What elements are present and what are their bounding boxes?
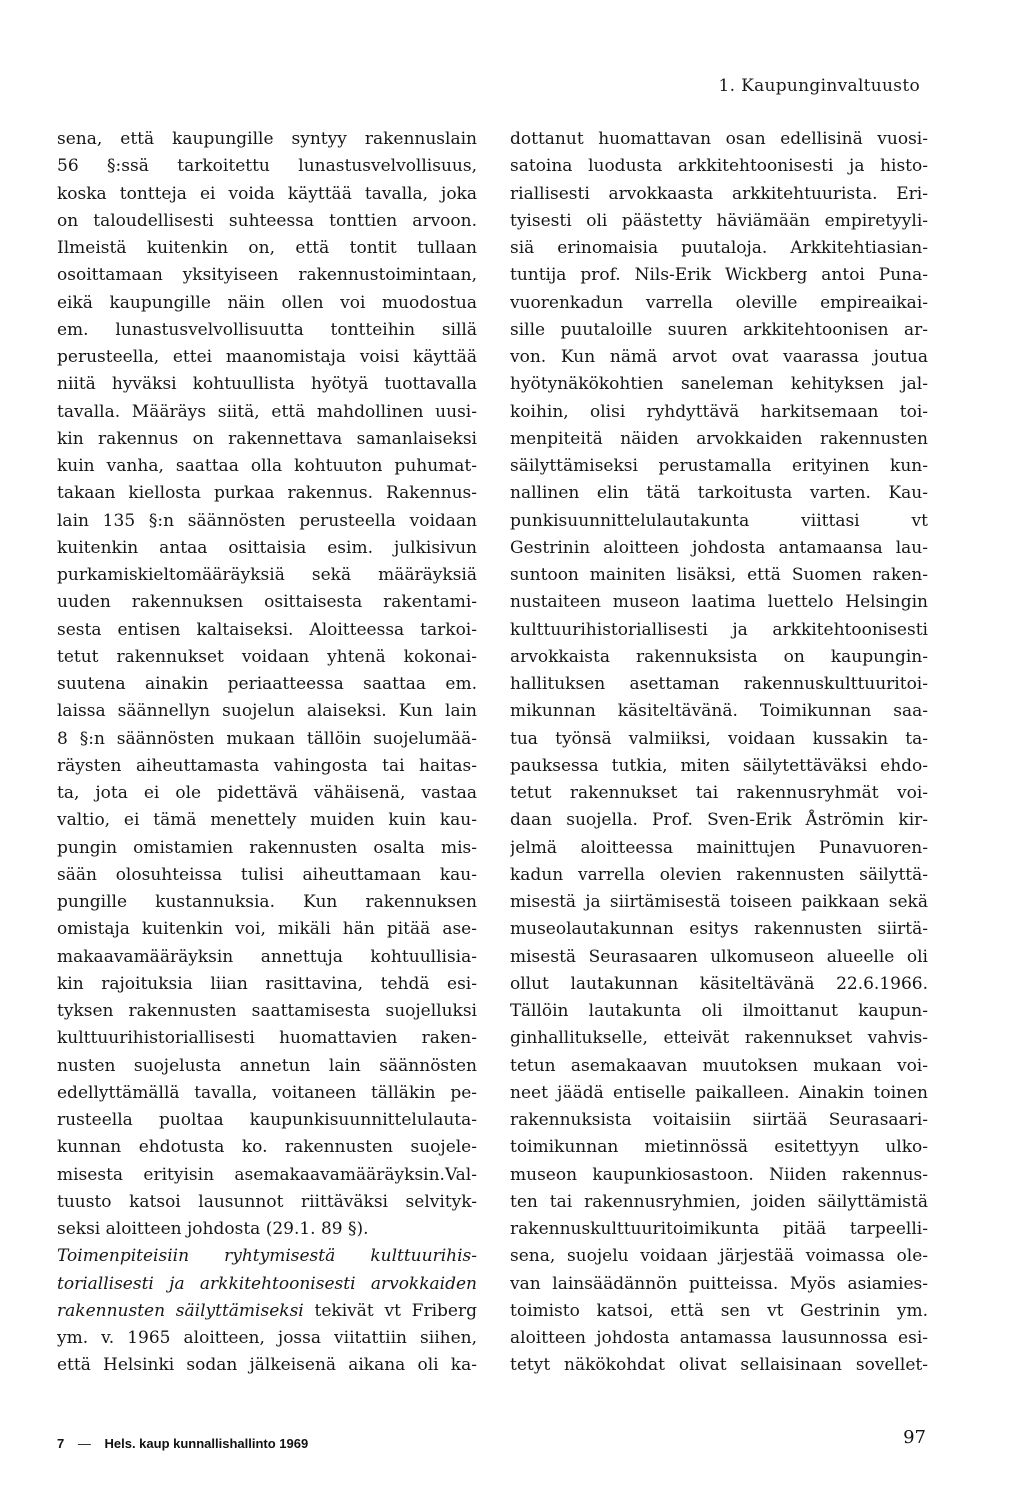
- text-line: sille puutaloille suuren arkkitehtoonisen ar-: [510, 319, 928, 340]
- text-line: tua työnsä valmiiksi, voidaan kussakin ta-: [510, 728, 928, 749]
- text-line: Gestrinin aloitteen johdosta antamaansa lau-: [510, 537, 928, 558]
- text-line: van lainsäädännön puitteissa. Myös asiamies-: [510, 1273, 928, 1294]
- text-line: kuin vanha, saattaa olla kohtuuton puhumat-: [57, 456, 477, 476]
- text-line: eikä kaupungille näin ollen voi muodostua: [57, 292, 477, 313]
- text-line: osoittamaan yksityiseen rakennustoimintaan,: [57, 265, 477, 286]
- text-line: vuorenkadun varrella oleville empireaikai-: [510, 292, 928, 313]
- text-line: museolautakunnan esitys rakennusten siirtä-: [510, 919, 928, 940]
- text-line: toimisto katsoi, että sen vt Gestrinin ym.: [510, 1300, 928, 1321]
- text-line: Ilmeistä kuitenkin on, että tontit tullaan: [57, 238, 477, 258]
- footer-separator: —: [77, 1436, 91, 1451]
- text-line: nustaiteen museon laatima luettelo Helsingin: [510, 592, 928, 613]
- text-line: koska tontteja ei voida käyttää tavalla, joka: [57, 183, 477, 204]
- text-line: 56 §:ssä tarkoitettu lunastusvelvollisuus,: [57, 156, 477, 177]
- text-line: satoina luodusta arkkitehtoonisesti ja histo-: [510, 156, 928, 177]
- text-line: pungille kustannuksia. Kun rakennuksen: [57, 892, 477, 912]
- text-line: von. Kun nämä arvot ovat vaarassa joutua: [510, 347, 928, 367]
- text-line: tyksen rakennusten saattamisesta suojelluksi: [57, 1001, 477, 1021]
- text-line: misesta erityisin asemakaavamääräyksin.Val-: [57, 1164, 477, 1185]
- text-line: menpiteitä näiden arvokkaiden rakennusten: [510, 428, 928, 449]
- text-line: em. lunastusvelvollisuutta tontteihin sillä: [57, 319, 477, 340]
- text-line: tuntija prof. Nils-Erik Wickberg antoi Puna-: [510, 265, 928, 286]
- text-line: ginhallitukselle, etteivät rakennukset vahvis-: [510, 1028, 928, 1049]
- text-line: ym. v. 1965 aloitteen, jossa viitattiin siihen,: [57, 1328, 477, 1348]
- text-line: pauksessa tutkia, miten säilytettäväksi ehdo-: [510, 755, 928, 776]
- text-line: riallisesti arvokkaasta arkkitehtuurista. Eri-: [510, 183, 928, 204]
- text-line: [57, 1298, 477, 1325]
- text-line: valtio, ei tämä menettely muiden kuin kau-: [57, 810, 477, 831]
- text-line: seksi aloitteen johdosta (29.1. 89 §).: [57, 1219, 369, 1239]
- text-line: kuitenkin antaa osittaisia esim. julkisivun: [57, 537, 477, 558]
- text-line: Toimenpiteisiin ryhtymisestä kulttuurihis-: [57, 1246, 477, 1267]
- text-line: kunnan ehdotusta ko. rakennusten suojele-: [57, 1137, 477, 1158]
- footer-publication-line: [57, 1436, 308, 1451]
- text-line: sena, että kaupungille syntyy rakennuslain: [57, 129, 477, 149]
- text-line: neet jäädä entiselle paikalleen. Ainakin toinen: [510, 1082, 928, 1103]
- text-line: että Helsinki sodan jälkeisenä aikana oli ka-: [57, 1355, 477, 1376]
- text-line: rakennuskulttuuritoimikunta pitää tarpeelli-: [510, 1219, 928, 1239]
- sheet-number: 7: [57, 1436, 65, 1451]
- text-line: pungin omistamien rakennusten osalta mis-: [57, 837, 477, 858]
- text-line: purkamiskieltomääräyksiä sekä määräyksiä: [57, 565, 477, 585]
- text-line: omistaja kuitenkin voi, mikäli hän pitää ase-: [57, 919, 477, 940]
- text-line: arvokkaista rakennuksista on kaupungin-: [510, 646, 928, 667]
- text-line: lain 135 §:n säännösten perusteella voidaan: [57, 510, 477, 531]
- text-line: niitä hyväksi kohtuullista hyötyä tuottavalla: [57, 374, 477, 395]
- text-line: siä erinomaisia puutaloja. Arkkitehtiasian-: [510, 238, 928, 258]
- text-line: suutena ainakin periaatteessa saattaa em.: [57, 674, 477, 694]
- text-line: säilyttämiseksi perustamalla erityinen kun-: [510, 456, 928, 476]
- text-line: 8 §:n säännösten mukaan tällöin suojelumää-: [57, 728, 477, 749]
- text-line: rakennuksista voitaisiin siirtää Seurasaari-: [510, 1110, 928, 1130]
- text-line: uuden rakennuksen osittaisesta rakentami-: [57, 592, 477, 613]
- text-line: nusten suojelusta annetun lain säännösten: [57, 1055, 477, 1076]
- text-line: ollut lautakunnan käsiteltävänä 22.6.1966.: [510, 973, 928, 994]
- text-line: sesta entisen kaltaiseksi. Aloitteessa tarkoi-: [57, 619, 477, 640]
- text-line: kin rakennus on rakennettava samanlaiseksi: [57, 428, 477, 449]
- text-line: tetun asemakaavan muutoksen mukaan voi-: [510, 1055, 928, 1076]
- text-line: misestä ja siirtämisestä toiseen paikkaan sekä: [510, 892, 928, 912]
- regular-text: tekivät vt Friberg: [303, 1300, 477, 1321]
- text-line: rusteella puoltaa kaupunkisuunnittelulauta-: [57, 1110, 477, 1130]
- text-line: daan suojella. Prof. Sven-Erik Åströmin kir-: [510, 810, 928, 831]
- text-line: sään olosuhteissa tulisi aiheuttamaan kau-: [57, 864, 477, 885]
- text-line: edellyttämällä tavalla, voitaneen tälläkin pe-: [57, 1082, 477, 1103]
- text-line: tetut rakennukset voidaan yhtenä kokonai-: [57, 646, 477, 667]
- text-line: kulttuurihistoriallisesti ja arkkitehtoonisesti: [510, 619, 928, 640]
- text-line: ta, jota ei ole pidettävä vähäisenä, vastaa: [57, 783, 477, 803]
- text-line: tuusto katsoi lausunnot riittäväksi selvityk-: [57, 1191, 477, 1212]
- right-text-column: [510, 126, 928, 1380]
- text-line: perusteella, ettei maanomistaja voisi käyttää: [57, 347, 477, 367]
- text-line: museon kaupunkiosastoon. Niiden rakennus-: [510, 1164, 928, 1185]
- running-header: 1. Kaupunginvaltuusto: [718, 76, 920, 96]
- text-line: misestä Seurasaaren ulkomuseon alueelle oli: [510, 946, 928, 967]
- text-line: aloitteen johdosta antamassa lausunnossa esi-: [510, 1328, 928, 1348]
- text-line: tetyt näkökohdat olivat sellaisinaan sovellet-: [510, 1355, 928, 1376]
- text-line: on taloudellisesti suhteessa tonttien arvoon.: [57, 210, 477, 231]
- text-line: kadun varrella olevien rakennusten säilyttä-: [510, 864, 928, 885]
- text-line: koihin, olisi ryhdyttävä harkitsemaan toi-: [510, 401, 928, 422]
- text-line: jelmä aloitteessa mainittujen Punavuoren-: [510, 837, 928, 858]
- text-line: Tällöin lautakunta oli ilmoittanut kaupun-: [510, 1001, 928, 1021]
- left-text-column: [57, 126, 477, 1380]
- text-line: hyötynäkökohtien saneleman kehityksen jal-: [510, 374, 928, 395]
- text-line: nallinen elin tätä tarkoitusta varten. Kau-: [510, 483, 928, 504]
- text-line: ten tai rakennusryhmien, joiden säilyttämistä: [510, 1191, 928, 1212]
- text-line: makaavamääräyksin annettuja kohtuullisia-: [57, 946, 477, 967]
- text-line: takaan kiellosta purkaa rakennus. Rakennus-: [57, 483, 477, 504]
- text-line: tetut rakennukset tai rakennusryhmät voi-: [510, 783, 928, 803]
- text-line: mikunnan käsiteltävänä. Toimikunnan saa-: [510, 701, 928, 722]
- page-number: 97: [903, 1427, 926, 1448]
- text-line: toriallisesti ja arkkitehtoonisesti arvokkaiden: [57, 1273, 477, 1294]
- text-line: kin rajoituksia liian rasittavina, tehdä esi-: [57, 973, 477, 994]
- italic-text: rakennusten säilyttämiseksi: [57, 1300, 304, 1321]
- text-line: suntoon mainiten lisäksi, että Suomen raken-: [510, 565, 928, 585]
- text-line: räysten aiheuttamasta vahingosta tai haitas-: [57, 755, 477, 776]
- text-line: laissa säännellyn suojelun alaiseksi. Kun lain: [57, 701, 477, 722]
- text-line: toimikunnan mietinnössä esitettyyn ulko-: [510, 1137, 928, 1158]
- text-line: kulttuurihistoriallisesti huomattavien raken-: [57, 1028, 477, 1049]
- text-line: sena, suojelu voidaan järjestää voimassa ole-: [510, 1246, 928, 1267]
- text-line: tavalla. Määräys siitä, että mahdollinen uusi-: [57, 401, 477, 422]
- text-line: punkisuunnittelulautakunta viittasi vt: [510, 510, 928, 531]
- publication-title: Hels. kaup kunnallishallinto 1969: [104, 1436, 309, 1451]
- text-line: hallituksen asettaman rakennuskulttuuritoi-: [510, 674, 928, 694]
- text-line: tyisesti oli päästetty häviämään empiretyyli-: [510, 210, 928, 231]
- text-line: dottanut huomattavan osan edellisinä vuosi-: [510, 129, 928, 149]
